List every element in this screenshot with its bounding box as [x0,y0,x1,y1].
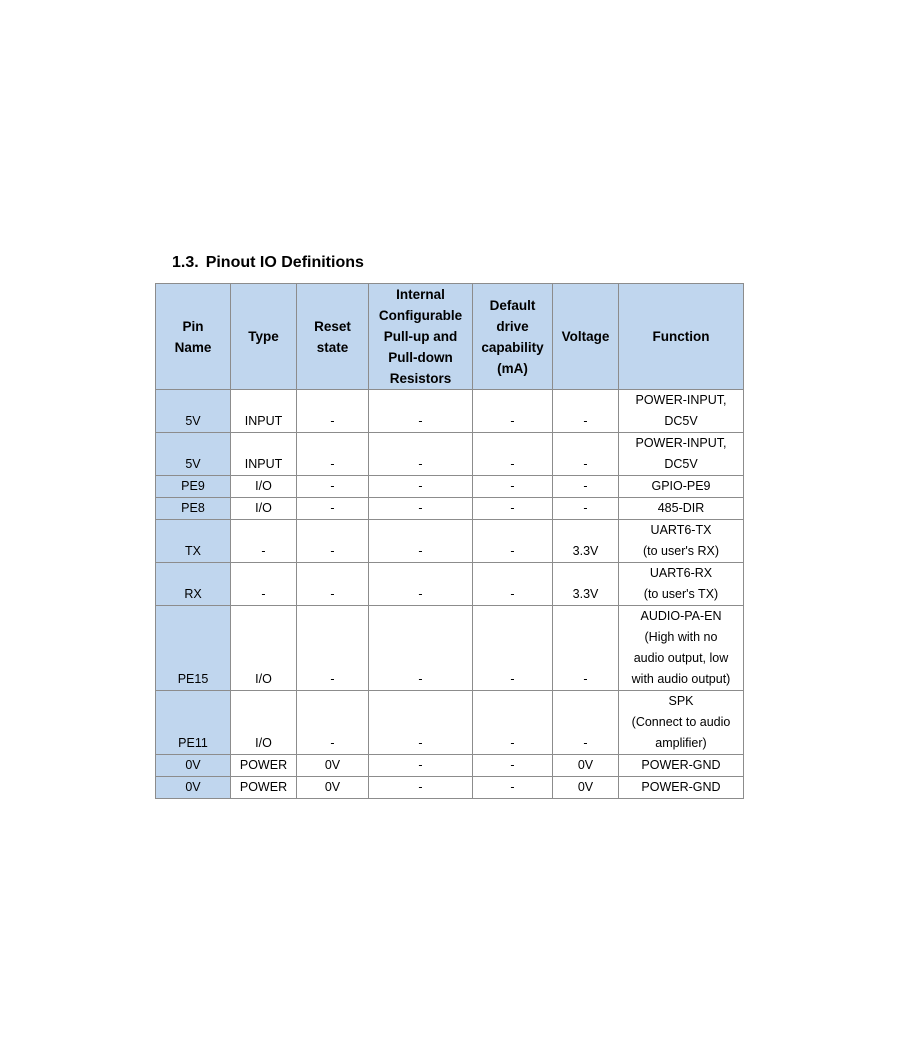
table-row [156,433,744,476]
cell-pull-resistors: - [369,691,473,755]
cell-function: SPK (Connect to audio amplifier) [619,691,744,755]
cell-type: I/O [231,691,297,755]
cell-pull-resistors: - [369,755,473,777]
cell-pin-name: 0V [156,755,231,777]
cell-drive-capability: - [473,520,553,563]
cell-voltage: 3.3V [553,520,619,563]
cell-pin-name: PE9 [156,476,231,498]
cell-drive-capability: - [473,390,553,433]
table-body [156,390,744,799]
header-reset-state: Reset state [297,284,369,390]
cell-function: POWER-INPUT, DC5V [619,390,744,433]
cell-drive-capability: - [473,563,553,606]
cell-type: - [231,563,297,606]
table-row [156,476,744,498]
cell-function: UART6-RX (to user's TX) [619,563,744,606]
table-row [156,563,744,606]
header-function: Function [619,284,744,390]
cell-type: POWER [231,777,297,799]
cell-function: POWER-INPUT, DC5V [619,433,744,476]
header-pin-name: Pin Name [156,284,231,390]
header-pull-resistors: Internal Configurable Pull-up and Pull-down Resistors [369,284,473,390]
table-row [156,498,744,520]
section-number: 1.3. [172,254,199,271]
cell-pull-resistors: - [369,777,473,799]
cell-drive-capability: - [473,755,553,777]
cell-type: - [231,520,297,563]
cell-pin-name: 5V [156,433,231,476]
cell-drive-capability: - [473,777,553,799]
cell-voltage: - [553,476,619,498]
cell-pin-name: PE11 [156,691,231,755]
table-row [156,777,744,799]
cell-voltage: 0V [553,755,619,777]
cell-pull-resistors: - [369,606,473,691]
table-row [156,755,744,777]
cell-voltage: - [553,498,619,520]
cell-voltage: - [553,433,619,476]
cell-pull-resistors: - [369,390,473,433]
cell-function: AUDIO-PA-EN (High with no audio output, low with audio output) [619,606,744,691]
cell-drive-capability: - [473,606,553,691]
cell-reset-state: 0V [297,755,369,777]
cell-reset-state: - [297,691,369,755]
header-type: Type [231,284,297,390]
cell-pin-name: PE15 [156,606,231,691]
cell-pin-name: 0V [156,777,231,799]
cell-function: UART6-TX (to user's RX) [619,520,744,563]
cell-type: POWER [231,755,297,777]
cell-drive-capability: - [473,498,553,520]
cell-function: 485-DIR [619,498,744,520]
cell-pin-name: RX [156,563,231,606]
cell-pin-name: PE8 [156,498,231,520]
pinout-table [155,283,744,799]
cell-reset-state: - [297,520,369,563]
cell-pull-resistors: - [369,476,473,498]
cell-type: INPUT [231,390,297,433]
cell-pull-resistors: - [369,498,473,520]
cell-reset-state: 0V [297,777,369,799]
table-row [156,606,744,691]
section-title: Pinout IO Definitions [205,254,364,271]
cell-function: POWER-GND [619,777,744,799]
cell-voltage: - [553,606,619,691]
cell-pull-resistors: - [369,433,473,476]
cell-voltage: 3.3V [553,563,619,606]
cell-pin-name: 5V [156,390,231,433]
cell-function: GPIO-PE9 [619,476,744,498]
cell-pull-resistors: - [369,563,473,606]
cell-type: I/O [231,606,297,691]
cell-reset-state: - [297,433,369,476]
header-voltage: Voltage [553,284,619,390]
table-row [156,520,744,563]
cell-voltage: - [553,691,619,755]
cell-pin-name: TX [156,520,231,563]
table-row [156,691,744,755]
cell-drive-capability: - [473,433,553,476]
table-row [156,390,744,433]
cell-type: INPUT [231,433,297,476]
cell-function: POWER-GND [619,755,744,777]
cell-reset-state: - [297,476,369,498]
header-drive-capability: Default drive capability (mA) [473,284,553,390]
cell-reset-state: - [297,563,369,606]
cell-pull-resistors: - [369,520,473,563]
cell-drive-capability: - [473,691,553,755]
section-heading [172,252,364,274]
cell-voltage: 0V [553,777,619,799]
table-header-row [156,284,744,390]
cell-reset-state: - [297,606,369,691]
cell-reset-state: - [297,498,369,520]
cell-reset-state: - [297,390,369,433]
cell-type: I/O [231,476,297,498]
cell-type: I/O [231,498,297,520]
cell-voltage: - [553,390,619,433]
cell-drive-capability: - [473,476,553,498]
